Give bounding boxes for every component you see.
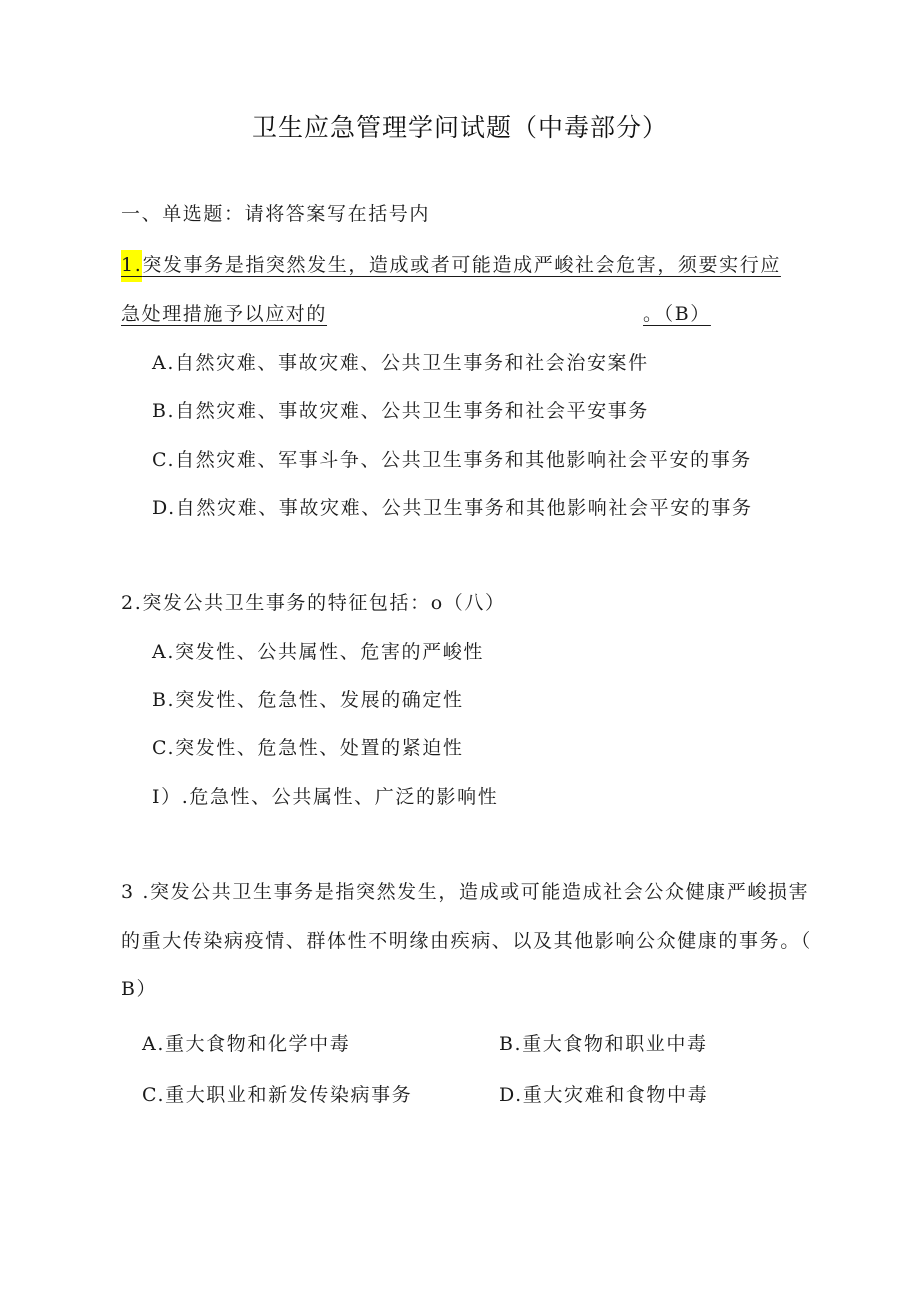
q2-option-c: C.突发性、危急性、处置的紧迫性	[152, 737, 464, 759]
q2-stem: 2.突发公共卫生事务的特征包括：o（八）	[121, 592, 506, 614]
section-heading: 一、单选题：请将答案写在括号内	[121, 203, 431, 225]
q3-option-a: A.重大食物和化学中毒	[142, 1033, 351, 1055]
q1-stem-line2	[121, 300, 711, 328]
q3-option-b: B.重大食物和职业中毒	[499, 1033, 708, 1055]
q1-stem-line1	[121, 251, 781, 279]
q3-option-c: C.重大职业和新发传染病事务	[142, 1084, 413, 1106]
q2-option-d: I）.危急性、公共属性、广泛的影响性	[152, 786, 499, 808]
q1-option-d: D.自然灾难、事故灾难、公共卫生事务和其他影响社会平安的事务	[152, 497, 753, 519]
q2-option-b: B.突发性、危急性、发展的确定性	[152, 689, 464, 711]
q1-stem-text-line1: 突发事务是指突然发生，造成或者可能造成严峻社会危害，须要实行应	[142, 254, 781, 276]
q1-stem-text-line2: 急处理措施予以应对的	[121, 303, 328, 325]
q3-stem-line3: B）	[121, 978, 158, 1000]
q3-option-d: D.重大灾难和食物中毒	[499, 1084, 709, 1106]
q2-option-a: A.突发性、公共属性、危害的严峻性	[152, 641, 484, 663]
q1-option-b: B.自然灾难、事故灾难、公共卫生事务和社会平安事务	[152, 400, 650, 422]
q1-option-a: A.自然灾难、事故灾难、公共卫生事务和社会治安案件	[152, 352, 649, 374]
q3-stem-line1: 3 .突发公共卫生事务是指突然发生，造成或可能造成社会公众健康严峻损害	[121, 881, 810, 903]
q1-number-highlight: 1.	[121, 250, 142, 282]
q1-option-c: C.自然灾难、军事斗争、公共卫生事务和其他影响社会平安的事务	[152, 449, 752, 471]
document-title: 卫生应急管理学问试题（中毒部分）	[251, 113, 668, 142]
q3-stem-line2: 的重大传染病疫情、群体性不明缘由疾病、以及其他影响公众健康的事务。（	[121, 930, 812, 952]
q1-answer: 。（B）	[643, 303, 711, 325]
